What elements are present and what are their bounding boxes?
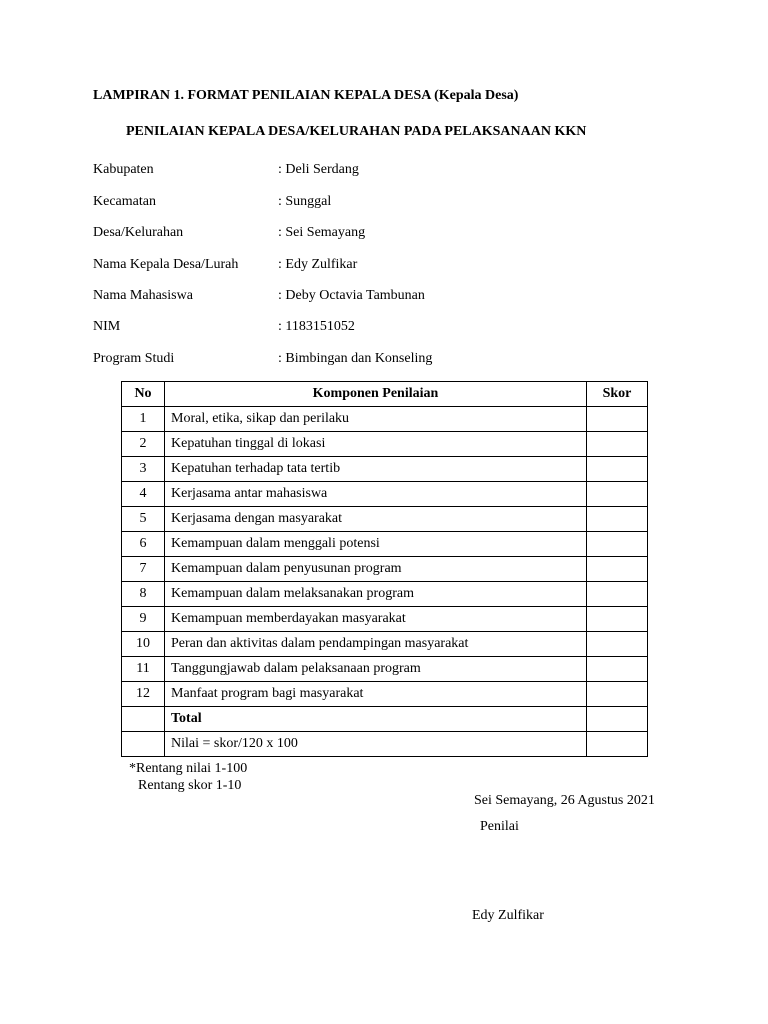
row-component: Kemampuan memberdayakan masyarakat: [165, 607, 587, 632]
field-label: Kabupaten: [93, 162, 154, 177]
row-number: 11: [122, 657, 165, 682]
row-number: 4: [122, 482, 165, 507]
table-row: [122, 607, 648, 632]
note-range-value: *Rentang nilai 1-100: [129, 761, 248, 776]
row-number: 6: [122, 532, 165, 557]
row-score-cell[interactable]: [587, 557, 648, 582]
row-score-cell[interactable]: [587, 532, 648, 557]
field-label: Nama Mahasiswa: [93, 288, 193, 303]
table-row: [122, 457, 648, 482]
signature-role: Penilai: [480, 819, 519, 834]
formula-score-cell[interactable]: [587, 732, 648, 757]
row-component: Kemampuan dalam melaksanakan program: [165, 582, 587, 607]
row-score-cell[interactable]: [587, 432, 648, 457]
table-row: [122, 407, 648, 432]
document-heading: PENILAIAN KEPALA DESA/KELURAHAN PADA PELAKSANAAN KKN: [126, 124, 587, 139]
row-component: Manfaat program bagi masyarakat: [165, 682, 587, 707]
field-value: : Sunggal: [278, 194, 331, 210]
row-score-cell[interactable]: [587, 507, 648, 532]
field-label: Kecamatan: [93, 194, 156, 209]
row-number: 3: [122, 457, 165, 482]
row-component: Tanggungjawab dalam pelaksanaan program: [165, 657, 587, 682]
row-score-cell[interactable]: [587, 582, 648, 607]
row-score-cell[interactable]: [587, 632, 648, 657]
row-component: Kerjasama dengan masyarakat: [165, 507, 587, 532]
row-score-cell[interactable]: [587, 682, 648, 707]
field-value: : Deby Octavia Tambunan: [278, 288, 425, 304]
total-number-cell: [122, 707, 165, 732]
formula-row: [122, 732, 648, 757]
table-row: [122, 682, 648, 707]
row-component: Moral, etika, sikap dan perilaku: [165, 407, 587, 432]
row-component: Peran dan aktivitas dalam pendampingan masyarakat: [165, 632, 587, 657]
note-range-score: Rentang skor 1-10: [138, 778, 242, 793]
field-label: Nama Kepala Desa/Lurah: [93, 257, 239, 272]
row-number: 1: [122, 407, 165, 432]
row-component: Kepatuhan terhadap tata tertib: [165, 457, 587, 482]
row-score-cell[interactable]: [587, 457, 648, 482]
row-component: Kemampuan dalam penyusunan program: [165, 557, 587, 582]
total-row: [122, 707, 648, 732]
row-component: Kemampuan dalam menggali potensi: [165, 532, 587, 557]
field-value: : Bimbingan dan Konseling: [278, 351, 432, 367]
table-row: [122, 532, 648, 557]
field-value: : Deli Serdang: [278, 162, 359, 178]
total-score-cell[interactable]: [587, 707, 648, 732]
row-score-cell[interactable]: [587, 607, 648, 632]
row-score-cell[interactable]: [587, 482, 648, 507]
assessment-table: [121, 381, 648, 757]
signature-name: Edy Zulfikar: [472, 908, 544, 923]
row-number: 2: [122, 432, 165, 457]
row-number: 9: [122, 607, 165, 632]
table-row: [122, 582, 648, 607]
table-row: [122, 482, 648, 507]
table-row: [122, 557, 648, 582]
total-label: Total: [165, 707, 587, 732]
header-no: No: [122, 382, 165, 407]
signature-place-date: Sei Semayang, 26 Agustus 2021: [474, 793, 655, 808]
header-component: Komponen Penilaian: [165, 382, 587, 407]
header-score: Skor: [587, 382, 648, 407]
row-number: 5: [122, 507, 165, 532]
row-component: Kerjasama antar mahasiswa: [165, 482, 587, 507]
formula-label: Nilai = skor/120 x 100: [165, 732, 587, 757]
table-row: [122, 507, 648, 532]
row-component: Kepatuhan tinggal di lokasi: [165, 432, 587, 457]
table-row: [122, 657, 648, 682]
row-number: 10: [122, 632, 165, 657]
field-label: Program Studi: [93, 351, 175, 366]
row-number: 8: [122, 582, 165, 607]
table-row: [122, 632, 648, 657]
field-value: : Edy Zulfikar: [278, 257, 357, 273]
field-label: Desa/Kelurahan: [93, 225, 184, 240]
table-row: [122, 432, 648, 457]
formula-number-cell: [122, 732, 165, 757]
page-title: LAMPIRAN 1. FORMAT PENILAIAN KEPALA DESA (Kepala Desa): [93, 88, 519, 103]
field-value: : Sei Semayang: [278, 225, 365, 241]
row-number: 7: [122, 557, 165, 582]
row-score-cell[interactable]: [587, 657, 648, 682]
field-value: : 1183151052: [278, 319, 355, 335]
field-label: NIM: [93, 319, 121, 334]
row-number: 12: [122, 682, 165, 707]
row-score-cell[interactable]: [587, 407, 648, 432]
table-header-row: [122, 382, 648, 407]
